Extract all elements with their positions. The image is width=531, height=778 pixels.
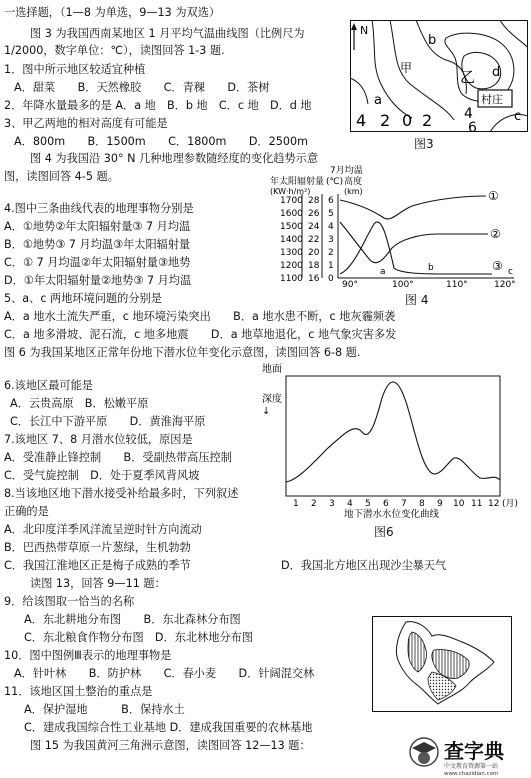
figure-6-label: 图6 [374,525,394,539]
month-tick-7: 7 [401,499,407,509]
q5-options-ab: A．a 地水土流失严重，c 地环境污染突出 B．a 地水患不断，c 地灰霾频袭 [4,310,396,323]
point-c: c [514,109,522,124]
watermark-logo [404,728,528,776]
month-tick-12: 12 [488,499,500,509]
q4-option-d: D．①年太阳辐射量②地势③ 7 月均温 [4,274,192,287]
month-tick-8: 8 [419,499,425,509]
month-tick-11: 11 [471,499,483,509]
depth-axis-label: 深度 [262,394,282,405]
contour-value-2b: 2 [422,111,433,130]
q6-options-ab: A．云贵高原 B．松嫩平原 [10,397,149,410]
contour-value-4b: 4 [464,106,473,122]
solar-axis-title-1: 年太阳辐射量 [270,177,325,187]
q6-8-intro: 图 6 为我国某地区正常年份地下潜水位年变化示意图，读图回答 6-8 题. [4,346,361,359]
month-ticks [293,499,499,509]
ground-surface-label: 地面 [262,364,282,375]
solar-tick-1300: 1300 [280,248,303,258]
solar-tick-1700: 1700 [280,196,303,206]
month-tick-5: 5 [365,499,371,509]
q12-13-intro: 图 15 为我国黄河三角洲示意图，读图回答 12—13 题： [30,739,311,752]
x-tick-90: 90° [342,280,358,288]
temp-axis-title-1: 7月均温 [330,166,363,176]
q3-options: A．800m B．1500m C．1800m D．2500m [14,135,308,148]
q6-options-cd: C．长江中下游平原 D．黄淮海平原 [10,415,206,428]
village-label: 村庄 [481,93,503,106]
q7-options-cd: C．受气旋控制 D．处于夏季风背风坡 [4,469,200,482]
q11-stem: 11．该地区国土整治的重点是 [4,685,153,698]
q7-options-ab: A．受准静止锋控制 B．受副热带高压控制 [4,451,232,464]
curve-2 [340,222,488,263]
watermark-subtitle: 中文教育资源第一站 [444,763,499,770]
q8-stem-line1: 8.当该地区地下潜水接受补给最多时，下列叙述 [4,487,239,500]
temp-tick-22: 22 [308,235,320,245]
exam-header: 一选择题，（1—8 为单选，9—13 为双选） [4,6,221,19]
height-tick-1: 1 [328,261,334,271]
q10-options: A．针叶林 B．防护林 C．春小麦 D．针阔混交林 [14,667,315,680]
temp-tick-20: 20 [308,248,320,258]
month-tick-10: 10 [453,499,465,509]
x-tick-120: 120° [494,280,516,288]
height-tick-3: 3 [328,235,334,245]
solar-tick-1100: 1100 [280,274,303,284]
figure-13-northeast-map [372,616,512,712]
figure-6-groundwater-chart [258,362,528,518]
height-tick-6: 6 [328,196,334,206]
q9-options-cd: C．东北粮食作物分布图 D．东北林地分布图 [24,631,253,644]
month-unit: (月) [502,499,519,509]
q4-option-b: B．①地势③ 7 月均温③年太阳辐射量 [4,238,191,251]
curve-3 [340,222,492,274]
solar-tick-1400: 1400 [280,235,303,245]
q1-options: A．甜菜 B．天然橡胶 C．青稞 D．茶树 [14,81,270,94]
month-tick-2: 2 [311,499,317,509]
q5-stem: 5、a、c 两地环境问题的分别是 [4,292,162,305]
q4-option-a: A．①地势②年太阳辐射量③ 7 月均温 [4,220,191,233]
solar-tick-1200: 1200 [280,261,303,271]
month-tick-6: 6 [383,499,389,509]
q3-stem: 3、甲乙两地的相对高度有可能是 [4,117,168,130]
q1-3-intro-line1: 图 3 为我国西南某地区 1 月平均气温曲线图（比例尺为 [30,27,305,40]
q6-stem: 6.该地区最可能是 [4,379,93,392]
month-tick-1: 1 [293,499,299,509]
figure-6-caption: 地下潜水水位变化曲线 [344,509,440,518]
figure-4-label: 图 4 [405,293,429,307]
point-a: a [374,93,382,108]
watermark-url: www.chazidian.com [444,771,499,776]
q2-stem: 2．年降水量最多的是 A．a 地 B．b 地 C．c 地 D．d 地 [4,99,312,112]
figure-3-label: 图3 [414,137,434,151]
temp-tick-28: 28 [308,196,320,206]
curve-1 [340,196,486,219]
temp-tick-26: 26 [308,209,320,219]
curve-3-label: ③ [492,259,503,273]
height-tick-0: 0 [328,274,334,284]
height-tick-4: 4 [328,222,334,232]
q11-options-cd: C．建成我国综合性工业基地 D．建成我国重要的农林基地 [24,721,313,734]
temp-tick-18: 18 [308,261,320,271]
point-jia: 甲 [400,61,413,75]
height-tick-2: 2 [328,248,334,258]
contour-value-6: 6 [468,120,477,132]
q8-option-a: A．北印度洋季风洋流呈逆时针方向流动 [4,523,202,536]
q11-options-ab: A．保护湿地 B．保持水土 [24,703,185,716]
curve-2-label: ② [490,227,501,241]
q4-5-intro-line2: 图，读图回答 4-5 题。 [4,170,119,183]
point-b: b [428,33,437,48]
figure-4-chart [268,164,528,288]
height-axis-title-2: (km) [344,187,363,196]
q4-option-c: C．① 7 月均温②年太阳辐射量③地势 [4,256,191,269]
month-tick-9: 9 [437,499,443,509]
north-label: N [360,24,369,37]
month-tick-3: 3 [329,499,335,509]
contour-value-4a: 4 [356,111,367,130]
contour-value-2a: 2 [380,111,391,130]
point-d: d [492,65,501,80]
q9-options-ab: A．东北耕地分布图 B．东北森林分布图 [24,613,241,626]
curve-1-label: ① [488,189,499,203]
q4-5-intro-line1: 图 4 为我国沿 30° N 几种地理参数随经度的变化趋势示意 [30,152,319,165]
watermark-name: 查字典 [444,739,504,763]
depth-arrow-icon: ↓ [262,406,271,417]
temp-tick-16: 16 [308,274,320,284]
q9-stem: 9．给该图取一恰当的名称 [4,595,135,608]
q8-option-c: C．我国江淮地区正是梅子成熟的季节 [4,559,191,572]
solar-axis-title-2: (KW·h/m²) [270,187,311,196]
point-c: c [508,267,513,277]
point-yi: 乙 [460,68,476,86]
height-tick-5: 5 [328,209,334,219]
height-axis-title-1: 高度 [344,177,363,187]
q7-stem: 7.该地区 7、8 月潜水位较低，原因是 [4,433,193,446]
q8-stem-line2: 正确的是 [4,505,49,518]
q4-stem: 4.图中三条曲线代表的地理事物分别是 [4,202,194,215]
q8-option-b: B．巴西热带草原一片葱绿，生机勃勃 [4,541,191,554]
q9-11-intro: 读图 13，回答 9—11 题： [30,577,166,590]
contour-value-0: 0 [402,111,413,130]
point-b: b [428,263,434,273]
x-tick-110: 110° [446,280,468,288]
q8-option-d: D．我国北方地区出现沙尘暴天气 [281,559,447,572]
temp-axis-title-2: (℃) [326,177,344,187]
figure-3-isotherm-map [350,20,528,132]
solar-tick-1600: 1600 [280,209,303,219]
point-a: a [380,267,386,277]
q1-3-intro-line2: 1/2000，数字单位：℃），读图回答 1-3 题. [4,44,225,57]
q10-stem: 10．图中图例Ⅲ表示的地理事物是 [4,649,172,662]
x-tick-100: 100° [392,280,414,288]
q5-options-cd: C．a 地多滑坡、泥石流，c 地多地震 D．a 地草地退化，c 地气象灾害多发 [4,328,397,341]
temp-tick-24: 24 [308,222,320,232]
q1-stem: 1．图中所示地区较适宜种植 [4,63,146,76]
month-tick-4: 4 [347,499,353,509]
solar-tick-1500: 1500 [280,222,303,232]
